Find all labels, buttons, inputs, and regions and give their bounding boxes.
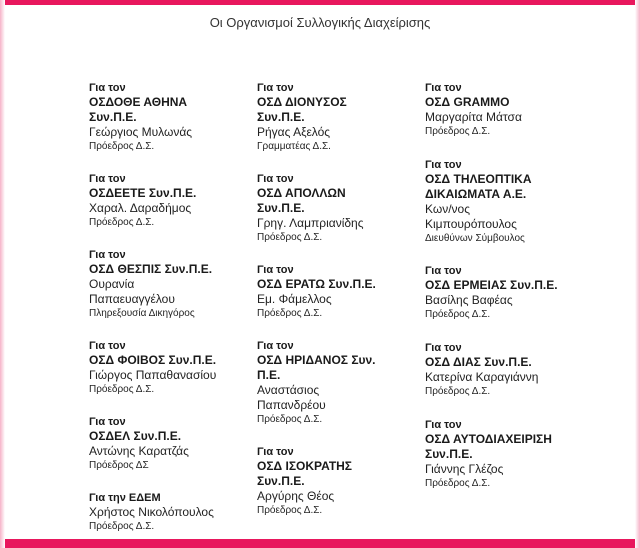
organization-name: ΟΣΔ ΔΙΟΝΥΣΟΣ: [257, 95, 347, 109]
signatory-role: Πρόεδρος Δ.Σ.: [425, 126, 491, 137]
for-label: Για τον: [89, 416, 126, 428]
organization-name: Συν.Π.Ε.: [257, 474, 305, 488]
for-label: Για τον: [425, 265, 462, 277]
page-title: Οι Οργανισμοί Συλλογικής Διαχείρισης: [209, 15, 431, 30]
organization-name: Συν.Π.Ε.: [257, 110, 305, 124]
signatory-role: Διευθύνων Σύμβουλος: [425, 233, 525, 244]
organization-name: Π.Ε.: [257, 368, 281, 382]
signatory-block: [89, 248, 249, 321]
signatory-block: [89, 172, 249, 230]
organization-name: Συν.Π.Ε.: [425, 447, 473, 461]
organization-name: ΟΣΔ ΦΟΙΒΟΣ Συν.Π.Ε.: [89, 353, 217, 367]
organization-name: ΟΣΔ ΙΣΟΚΡΑΤΗΣ: [257, 459, 353, 473]
for-label: Για τον: [89, 340, 126, 352]
signatory-role: Πρόεδρος Δ.Σ.: [89, 384, 155, 395]
signatory-role: Γραμματέας Δ.Σ.: [257, 141, 331, 152]
signatory-block: [257, 81, 417, 154]
signatory-role: Πρόεδρος Δ.Σ.: [425, 478, 491, 489]
signatory-role: Πρόεδρος Δ.Σ.: [89, 521, 155, 532]
left-border: [0, 0, 5, 548]
signatory-block: [425, 341, 605, 399]
signatory-name: Παπαευαγγέλου: [89, 292, 175, 306]
for-label: Για τον: [257, 264, 294, 276]
signatory-role: Πρόεδρος ΔΣ: [89, 460, 149, 471]
organization-name: ΟΣΔΟΘΕ ΑΘΗΝΑ: [89, 95, 188, 109]
signatory-name: Γεώργιος Μυλωνάς: [89, 125, 193, 139]
signatory-name: Κιμπουρόπουλος: [425, 217, 517, 231]
organization-name: ΟΣΔΕΕΤΕ Συν.Π.Ε.: [89, 186, 197, 200]
organization-name: ΟΣΔ ΑΠΟΛΛΩΝ: [257, 186, 346, 200]
signatory-block: [257, 339, 417, 427]
top-border: [0, 0, 640, 5]
signatory-name: Χρήστος Νικολόπουλος: [89, 505, 214, 519]
signatory-name: Γρηγ. Λαμπριανίδης: [257, 216, 364, 230]
signatory-block: [425, 81, 605, 139]
signatory-role: Πρόεδρος Δ.Σ.: [89, 217, 155, 228]
signatory-name: Ρήγας Αξελός: [257, 125, 331, 139]
signatory-block: [425, 264, 605, 322]
signatory-role: Πρόεδρος Δ.Σ.: [257, 505, 323, 516]
for-label: Για τον: [257, 340, 294, 352]
organization-name: ΟΣΔ ΕΡΜΕΙΑΣ Συν.Π.Ε.: [425, 278, 558, 292]
signatory-block: [257, 263, 417, 321]
for-label: Για τον: [425, 342, 462, 354]
for-label: Για τον: [257, 446, 294, 458]
signatory-name: Ουρανία: [89, 277, 135, 291]
organization-name: ΟΣΔ ΤΗΛΕΟΠΤΙΚΑ: [425, 172, 532, 186]
bottom-border: [0, 539, 640, 548]
signatory-role: Πρόεδρος Δ.Σ.: [89, 141, 155, 152]
for-label: Για τον: [257, 173, 294, 185]
signatory-name: Μαργαρίτα Μάτσα: [425, 110, 522, 124]
signatory-block: [425, 158, 605, 246]
signatory-name: Γιώργος Παπαθανασίου: [89, 368, 217, 382]
for-label: Για τον: [425, 419, 462, 431]
for-label: Για την ΕΔΕΜ: [89, 492, 161, 504]
for-label: Για τον: [89, 173, 126, 185]
signatory-block: [257, 445, 417, 518]
for-label: Για τον: [425, 82, 462, 94]
right-border: [635, 0, 640, 548]
signatory-role: Πρόεδρος Δ.Σ.: [425, 386, 491, 397]
signatory-name: Κατερίνα Καραγιάννη: [425, 370, 539, 384]
signatory-name: Γιάννης Γλέζος: [425, 462, 504, 476]
for-label: Για τον: [89, 82, 126, 94]
signatory-name: Αναστάσιος: [257, 383, 320, 397]
organization-name: ΟΣΔ GRAMMO: [425, 95, 510, 109]
organization-name: Συν.Π.Ε.: [89, 110, 137, 124]
signatory-name: Αργύρης Θέος: [257, 489, 335, 503]
signatory-block: [89, 339, 249, 397]
for-label: Για τον: [89, 249, 126, 261]
signatory-block: [89, 415, 249, 473]
signatory-block: [89, 491, 249, 534]
column-1: [89, 81, 249, 534]
signatory-role: Πρόεδρος Δ.Σ.: [425, 309, 491, 320]
signatory-name: Παπανδρέου: [257, 398, 326, 412]
column-3: [425, 81, 605, 491]
signatory-role: Πρόεδρος Δ.Σ.: [257, 232, 323, 243]
signatory-role: Πρόεδρος Δ.Σ.: [257, 308, 323, 319]
organization-name: ΟΣΔΕΛ Συν.Π.Ε.: [89, 429, 182, 443]
organization-name: ΟΣΔ ΔΙΑΣ Συν.Π.Ε.: [425, 355, 532, 369]
organization-name: ΟΣΔ ΗΡΙΔΑΝΟΣ Συν.: [257, 353, 376, 367]
for-label: Για τον: [257, 82, 294, 94]
signatory-role: Πληρεξουσία Δικηγόρος: [89, 308, 195, 319]
signatory-name: Κων/νος: [425, 202, 471, 216]
signatory-name: Αντώνης Καρατζάς: [89, 444, 189, 458]
signatory-name: Χαραλ. Δαραδήμος: [89, 201, 192, 215]
organization-name: ΟΣΔ ΑΥΤΟΔΙΑΧΕΙΡΙΣΗ: [425, 432, 552, 446]
signatory-role: Πρόεδρος Δ.Σ.: [257, 414, 323, 425]
signatory-name: Βασίλης Βαφέας: [425, 293, 513, 307]
signatory-name: Εμ. Φάμελλος: [257, 292, 332, 306]
signatory-block: [89, 81, 249, 154]
organization-name: ΔΙΚΑΙΩΜΑΤΑ Α.Ε.: [425, 187, 527, 201]
for-label: Για τον: [425, 159, 462, 171]
organization-name: ΟΣΔ ΘΕΣΠΙΣ Συν.Π.Ε.: [89, 262, 213, 276]
column-2: [257, 81, 417, 518]
organization-name: Συν.Π.Ε.: [257, 201, 305, 215]
organization-name: ΟΣΔ ΕΡΑΤΩ Συν.Π.Ε.: [257, 277, 376, 291]
signatory-block: [425, 418, 605, 491]
signatory-block: [257, 172, 417, 245]
